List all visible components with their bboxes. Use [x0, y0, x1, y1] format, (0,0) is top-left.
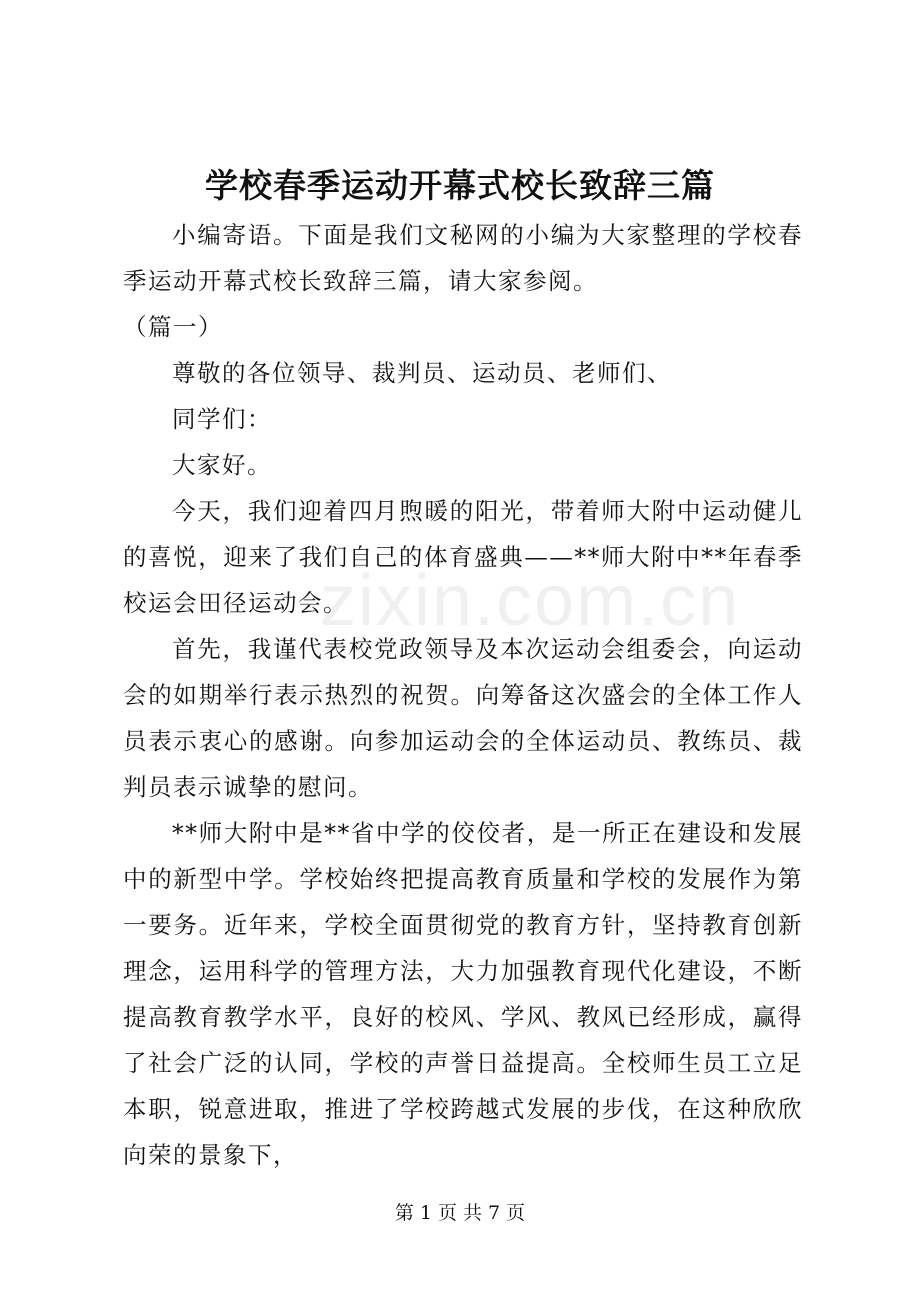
- document-title: 学校春季运动开幕式校长致辞三篇: [205, 166, 715, 205]
- document-body: [123, 212, 803, 1178]
- salutation-line: 同学们：: [172, 405, 272, 433]
- section-heading: （篇一）: [123, 313, 223, 341]
- body-paragraph: 今天，我们迎着四月煦暖的阳光，带着师大附中运动健儿的喜悦，迎来了我们自己的体育盛典——**师大附中**年春季校运会田径运动会。: [123, 497, 803, 617]
- body-paragraph: 首先，我谨代表校党政领导及本次运动会组委会，向运动会的如期举行表示热烈的祝贺。向筹备这次盛会的全体工作人员表示衷心的感谢。向参加运动会的全体运动员、教练员、裁判员表示诚挚的慰问。: [123, 635, 803, 801]
- body-paragraph: **师大附中是**省中学的佼佼者，是一所正在建设和发展中的新型中学。学校始终把提高教育质量和学校的发展作为第一要务。近年来，学校全面贯彻党的教育方针，坚持教育创新理念，运用科学的管理方法，大力加强教育现代化建设，不断提高教育教学水平，良好的校风、学风、教风已经形成，赢得了社会广泛的认同，学校的声誉日益提高。全校师生员工立足本职，锐意进取，推进了学校跨越式发展的步伐，在这种欣欣向荣的景象下，: [123, 819, 803, 1169]
- intro-paragraph: 小编寄语。下面是我们文秘网的小编为大家整理的学校春季运动开幕式校长致辞三篇，请大家参阅。: [123, 221, 803, 295]
- page-footer: 第 1 页 共 7 页: [394, 1202, 526, 1224]
- salutation-line: 尊敬的各位领导、裁判员、运动员、老师们、: [172, 359, 672, 387]
- greeting-line: 大家好。: [172, 451, 272, 479]
- watermark: zixin.com.cn: [320, 561, 741, 641]
